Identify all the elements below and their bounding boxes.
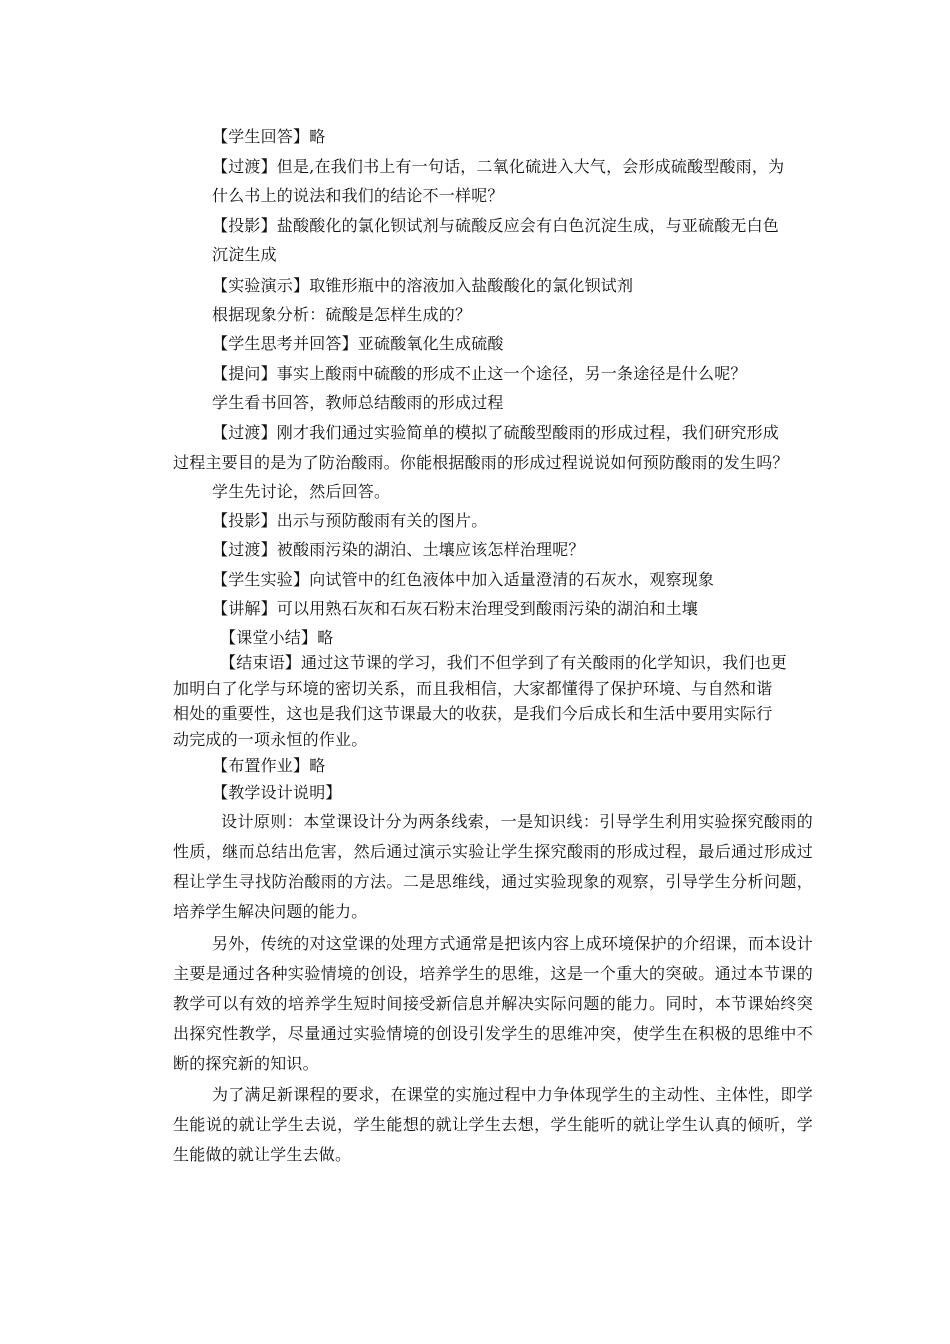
text-line-transition-1-cont: 什么书上的说法和我们的结论不一样呢？ bbox=[212, 186, 504, 205]
text-line-student-answer: 【学生回答】略 bbox=[212, 127, 326, 146]
text-line-explanation: 【讲解】可以用熟石灰和石灰石粉末治理受到酸雨污染的湖泊和土壤 bbox=[212, 599, 699, 618]
text-line-projection-2: 【投影】出示与预防酸雨有关的图片。 bbox=[212, 511, 488, 530]
paragraph-design-principle: 设计原则：本堂课设计分为两条线索，一是知识线：引导学生利用实验探究酸雨的性质，继而总结出危害，然后通过演示实验让学生探究酸雨的形成过程，最后通过形成过程让学生寻找防治酸雨的方法。二是思维线，通过实验现象的观察，引导学生分析问题，培养学生解决问题的能力。 bbox=[173, 812, 813, 921]
text-line-student-think: 【学生思考并回答】亚硫酸氧化生成硫酸 bbox=[212, 334, 504, 353]
text-line-closing-cont-2: 相处的重要性，这也是我们这节课最大的收获，是我们今后成长和生活中要用实际行 bbox=[173, 704, 773, 723]
paragraph-design-other: 另外，传统的对这堂课的处理方式通常是把该内容上成环境保护的介绍课，而本设计主要是通过各种实验情境的创设，培养学生的思维，这是一个重大的突破。通过本节课的教学可以有效的培养学生短时间接受新信息并解决实际问题的能力。同时，本节课始终突出探究性教学，尽量通过实验情境的创设引发学生的思维冲突，使学生在积极的思维中不断的探究新的知识。 bbox=[173, 934, 813, 1073]
text-line-analysis: 根据现象分析：硫酸是怎样生成的？ bbox=[212, 305, 472, 324]
text-line-experiment-demo: 【实验演示】取锥形瓶中的溶液加入盐酸酸化的氯化钡试剂 bbox=[212, 276, 634, 295]
text-line-design-heading: 【教学设计说明】 bbox=[212, 783, 342, 802]
text-line-transition-3: 【过渡】被酸雨污染的湖泊、土壤应该怎样治理呢？ bbox=[212, 540, 585, 559]
text-line-projection-1: 【投影】盐酸酸化的氯化钡试剂与硫酸反应会有白色沉淀生成，与亚硫酸无白色 bbox=[212, 216, 780, 235]
text-line-homework: 【布置作业】略 bbox=[212, 756, 326, 775]
paragraph-design-curriculum: 为了满足新课程的要求，在课堂的实施过程中力争体现学生的主动性、主体性，即学生能说的就让学生去说，学生能想的就让学生去想，学生能听的就让学生认真的倾听，学生能做的就让学生去做。 bbox=[173, 1085, 813, 1164]
text-line-transition-2: 【过渡】刚才我们通过实验简单的模拟了硫酸型酸雨的形成过程，我们研究形成 bbox=[212, 423, 780, 442]
text-line-question: 【提问】事实上酸雨中硫酸的形成不止这一个途径，另一条途径是什么呢？ bbox=[212, 364, 747, 383]
text-line-closing: 【结束语】通过这节课的学习，我们不但学到了有关酸雨的化学知识，我们也更 bbox=[220, 653, 788, 672]
text-line-closing-cont-1: 加明白了化学与环境的密切关系，而且我相信，大家都懂得了保护环境、与自然和谐 bbox=[173, 679, 773, 698]
text-line-student-experiment: 【学生实验】向试管中的红色液体中加入适量澄清的石灰水，观察现象 bbox=[212, 570, 715, 589]
text-line-read-book: 学生看书回答，教师总结酸雨的形成过程 bbox=[212, 393, 504, 412]
text-line-transition-1: 【过渡】但是,在我们书上有一句话，二氧化硫进入大气，会形成硫酸型酸雨，为 bbox=[212, 157, 785, 176]
text-line-closing-cont-3: 动完成的一项永恒的作业。 bbox=[173, 730, 368, 749]
text-line-transition-2-cont: 过程主要目的是为了防治酸雨。你能根据酸雨的形成过程说说如何预防酸雨的发生吗？ bbox=[173, 453, 789, 472]
text-line-summary: 【课堂小结】略 bbox=[220, 628, 334, 647]
text-line-projection-1-cont: 沉淀生成 bbox=[212, 245, 277, 264]
text-line-discussion: 学生先讨论，然后回答。 bbox=[212, 482, 391, 501]
